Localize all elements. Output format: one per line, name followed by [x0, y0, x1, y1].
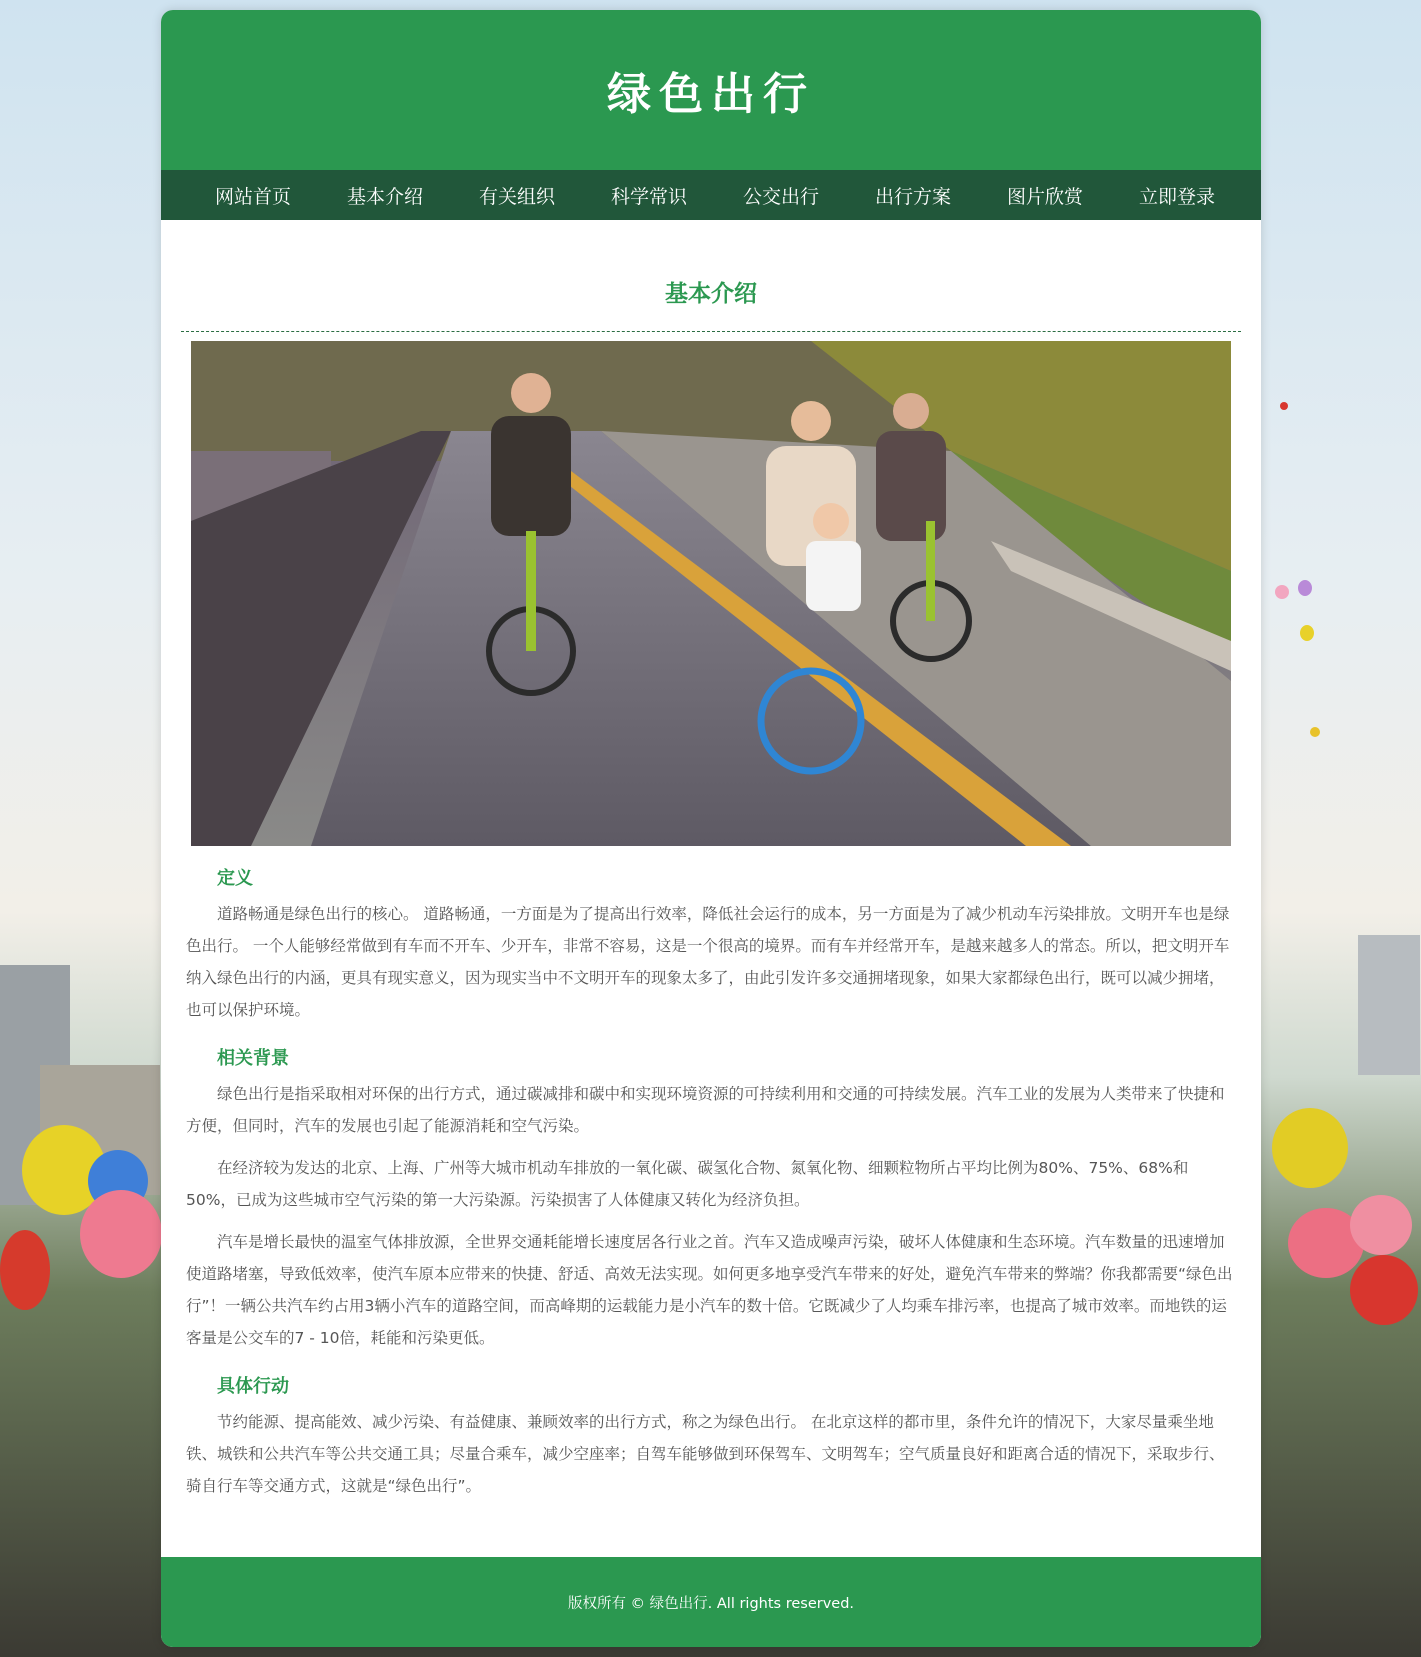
balloon-icon — [1350, 1255, 1418, 1325]
copyright-text: 版权所有 © 绿色出行. All rights reserved. — [567, 1595, 855, 1612]
main-content — [161, 220, 1261, 1502]
balloon-icon — [1275, 585, 1289, 599]
paragraph: 绿色出行是指采取相对环保的出行方式，通过碳减排和碳中和实现环境资源的可持续利用和交通的可持续发展。汽车工业的发展为人类带来了快捷和方便，但同时，汽车的发展也引起了能源消耗和空气污染。 — [186, 1085, 1225, 1135]
paragraph: 在经济较为发达的北京、上海、广州等大城市机动车排放的一氧化碳、碳氢化合物、氮氧化物、细颗粒物所占平均比例为80%、75%、68%和50%，已成为这些城市空气污染的第一大污染源。污染损害了人体健康又转化为经济负担。 — [186, 1159, 1189, 1209]
nav-item-travel-plans[interactable]: 出行方案 — [874, 185, 951, 208]
site-header — [161, 10, 1261, 170]
section-title-actions: 具体行动 — [217, 1376, 289, 1397]
balloon-icon — [1300, 625, 1314, 641]
site-title: 绿色出行 — [607, 69, 815, 120]
balloon-icon — [1350, 1195, 1412, 1255]
nav-item-public-transit[interactable]: 公交出行 — [742, 185, 819, 208]
balloon-icon — [1272, 1108, 1348, 1188]
nav-item-home[interactable]: 网站首页 — [214, 185, 291, 208]
paragraph: 节约能源、提高能效、减少污染、有益健康、兼顾效率的出行方式，称之为绿色出行。 在北京这样的都市里，条件允许的情况下，大家尽量乘坐地铁、城铁和公共汽车等公共交通工具；尽量合乘车，减少空座率；自驾车能够做到环保驾车、文明驾车；空气质量良好和距离合适的情况下，采取步行、骑自行车等交通方式，这就是“绿色出行”。 — [186, 1413, 1225, 1495]
paragraph: 汽车是增长最快的温室气体排放源，全世界交通耗能增长速度居各行业之首。汽车又造成噪声污染，破坏人体健康和生态环境。汽车数量的迅速增加使道路堵塞，导致低效率，使汽车原本应带来的快捷、舒适、高效无法实现。如何更多地享受汽车带来的好处，避免汽车带来的弊端？你我都需要“绿色出行”！一辆公共汽车约占用3辆小汽车的道路空间，而高峰期的运载能力是小汽车的数十倍。它既减少了人均乘车排污率，也提高了城市效率。而地铁的运客量是公交车的7 - 10倍，耗能和污染更低。 — [186, 1233, 1233, 1347]
nav-item-intro[interactable]: 基本介绍 — [346, 185, 423, 208]
balloon-icon — [1280, 402, 1288, 410]
section-title-definition: 定义 — [217, 868, 253, 889]
page-title: 基本介绍 — [181, 220, 1241, 332]
balloon-icon — [1310, 727, 1320, 737]
paragraph: 道路畅通是绿色出行的核心。 道路畅通，一方面是为了提高出行效率，降低社会运行的成本，另一方面是为了减少机动车污染排放。文明开车也是绿色出行。 一个人能够经常做到有车而不开车、少开车，非常不容易，这是一个很高的境界。而有车并经常开车，是越来越多人的常态。所以，把文明开车纳入绿色出行的内涵，更具有现实意义，因为现实当中不文明开车的现象太多了，由此引发许多交通拥堵现象，如果大家都绿色出行，既可以减少拥堵，也可以保护环境。 — [186, 905, 1230, 1019]
main-nav — [161, 170, 1261, 220]
section-title-background: 相关背景 — [217, 1048, 289, 1069]
balloon-icon — [0, 1230, 50, 1310]
nav-item-organizations[interactable]: 有关组织 — [478, 185, 555, 208]
nav-item-login[interactable]: 立即登录 — [1138, 185, 1215, 208]
site-footer — [161, 1557, 1261, 1647]
hero-image — [191, 341, 1231, 846]
nav-item-gallery[interactable]: 图片欣赏 — [1006, 185, 1083, 208]
balloon-icon — [80, 1190, 162, 1278]
page-container — [161, 10, 1261, 1647]
nav-item-science[interactable]: 科学常识 — [610, 185, 687, 208]
balloon-icon — [1298, 580, 1312, 596]
